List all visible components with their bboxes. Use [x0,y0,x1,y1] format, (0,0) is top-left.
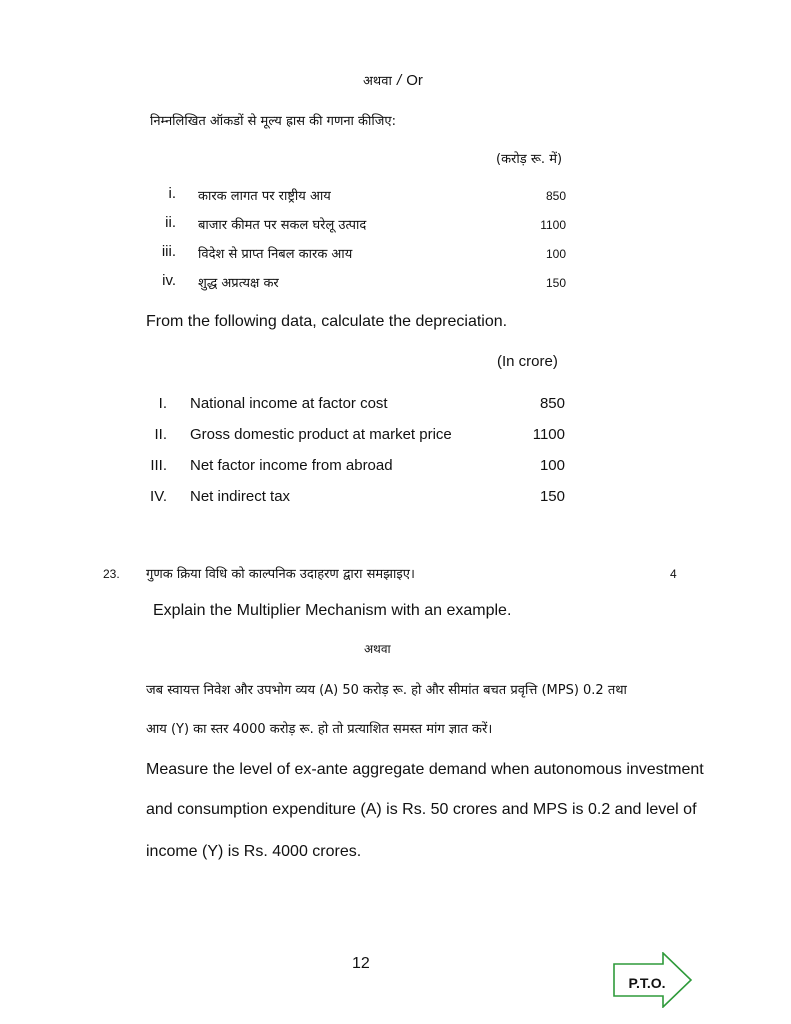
question-23-or: अथवा [364,642,391,656]
pto-label: P.T.O. [628,975,666,991]
item-number: IV. [150,488,167,505]
item-number: II. [154,426,167,443]
question-23-alt-hindi-line-2: आय (Y) का स्तर 4000 करोड़ रू. हो तो प्रत्याशित समस्त मांग ज्ञात करें। [146,722,493,737]
item-value: 150 [539,488,565,505]
hindi-prompt: निम्नलिखित ऑकडों से मूल्य ह्रास की गणना कीजिए: [150,114,396,129]
or-heading-separator: / [396,72,402,89]
item-number: i. [168,185,176,202]
hindi-unit: (करोड़ रू. में) [496,152,563,167]
item-value: 100 [539,457,565,474]
item-number: III. [150,457,167,474]
question-23-alt-english-line-2: and consumption expenditure (A) is Rs. 50 crores and MPS is 0.2 and level of [146,801,697,818]
item-label: Net factor income from abroad [190,457,393,474]
item-label: National income at factor cost [190,395,388,412]
item-number: I. [158,395,167,412]
page-number: 12 [352,955,370,972]
item-value: 100 [545,247,566,261]
item-label: शुद्ध अप्रत्यक्ष कर [198,276,279,291]
item-label: कारक लागत पर राष्ट्रीय आय [198,189,331,204]
item-value: 850 [545,189,566,203]
question-23-alt-hindi-line-1: जब स्वायत्त निवेश और उपभोग व्यय (A) 50 करोड़ रू. हो और सीमांत बचत प्रवृत्ति (MPS) 0.2 तथा [146,683,627,698]
item-label: बाजार कीमत पर सकल घरेलू उत्पाद [198,218,367,233]
item-number: iii. [161,243,176,260]
item-number: ii. [165,214,176,231]
item-value: 150 [545,276,566,290]
english-unit: (In crore) [497,353,558,370]
item-value: 1100 [540,218,566,232]
question-23-english: Explain the Multiplier Mechanism with an example. [153,602,512,619]
question-23-alt-english-line-3: income (Y) is Rs. 4000 crores. [146,843,362,860]
question-23-hindi: गुणक क्रिया विधि को काल्पनिक उदाहरण द्वारा समझाइए। [146,567,415,582]
item-value: 850 [539,395,565,412]
question-23-number: 23. [103,567,120,581]
english-prompt: From the following data, calculate the depreciation. [146,313,508,330]
item-label: Net indirect tax [190,488,291,505]
or-heading-english: Or [406,72,423,89]
item-value: 1100 [532,426,565,443]
question-23-alt-english-line-1: Measure the level of ex-ante aggregate demand when autonomous investment [146,761,704,778]
item-label: विदेश से प्राप्त निबल कारक आय [198,247,353,262]
question-23-marks: 4 [670,567,677,581]
item-label: Gross domestic product at market price [190,426,452,443]
item-number: iv. [162,272,176,289]
or-heading-hindi: अथवा [363,74,392,89]
or-heading [363,70,423,89]
